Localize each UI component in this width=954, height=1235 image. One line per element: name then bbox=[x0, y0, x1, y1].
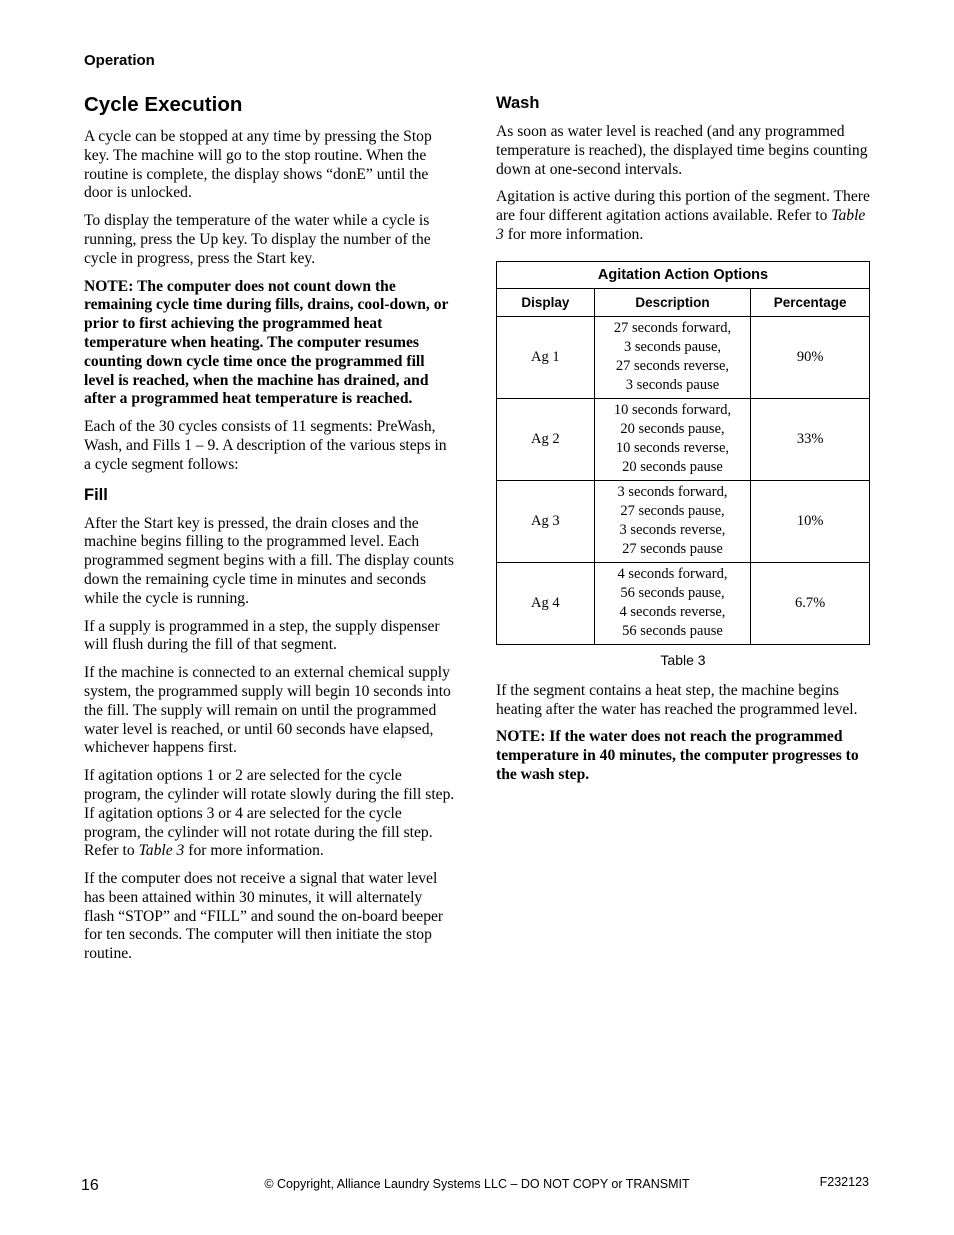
cell-description bbox=[594, 398, 751, 480]
desc-line: 27 seconds reverse, bbox=[615, 358, 730, 375]
wash-heading: Wash bbox=[496, 94, 540, 112]
copyright-notice: © Copyright, Alliance Laundry Systems LLC – DO NOT COPY or TRANSMIT bbox=[264, 1177, 690, 1191]
table-row bbox=[497, 562, 870, 644]
table-row bbox=[497, 316, 870, 398]
paragraph-fill-start: After the Start key is pressed, the drain closes and the machine begins filling to the programmed level. Each programmed segment begins with a fill. The display counts down the remaining cycle time in minutes and seconds while the cycle is running. bbox=[84, 514, 454, 607]
table-reference-link[interactable]: Table 3 bbox=[496, 207, 866, 243]
paragraph-fill-agitation bbox=[84, 767, 456, 861]
paragraph-fill-timeout: If the computer does not receive a signal that water level has been attained within 30 minutes, it will alternately flash “STOP” and “FILL” and sound the on-board beeper for ten seconds. The computer will then initiate the stop routine. bbox=[84, 870, 444, 963]
paragraph-heat-step: If the segment contains a heat step, the machine begins heating after the water has reached the programmed level. bbox=[496, 681, 858, 718]
desc-line: 4 seconds reverse, bbox=[619, 604, 726, 621]
paragraph-wash-level: As soon as water level is reached (and any programmed temperature is reached), the displayed time begins counting down at one-second intervals. bbox=[496, 123, 868, 178]
paragraph-segments: Each of the 30 cycles consists of 11 segments: PreWash, Wash, and Fills 1 – 9. A description of the various steps in a cycle segment follows: bbox=[84, 418, 447, 473]
cell-display: Ag 1 bbox=[497, 316, 595, 398]
cell-percentage: 10% bbox=[751, 480, 870, 562]
note-temperature: NOTE: If the water does not reach the programmed temperature in 40 minutes, the computer progresses to the wash step. bbox=[496, 728, 859, 783]
paragraph-fill-supply: If a supply is programmed in a step, the supply dispenser will flush during the fill of that segment. bbox=[84, 617, 440, 654]
desc-line: 3 seconds reverse, bbox=[619, 522, 726, 539]
desc-line: 20 seconds pause, bbox=[620, 421, 725, 438]
table-row bbox=[497, 398, 870, 480]
cell-description bbox=[594, 480, 751, 562]
page-number: 16 bbox=[81, 1177, 99, 1194]
cell-percentage: 90% bbox=[751, 316, 870, 398]
desc-line: 4 seconds forward, bbox=[617, 566, 728, 583]
paragraph-display: To display the temperature of the water while a cycle is running, press the Up key. To display the number of the cycle in progress, press the Start key. bbox=[84, 212, 431, 267]
cell-display: Ag 4 bbox=[497, 562, 595, 644]
column-header-description: Description bbox=[594, 288, 751, 316]
cell-description bbox=[594, 316, 751, 398]
cell-display: Ag 3 bbox=[497, 480, 595, 562]
table-reference-link[interactable]: Table 3 bbox=[138, 842, 185, 860]
desc-line: 20 seconds pause bbox=[622, 459, 723, 476]
desc-line: 56 seconds pause bbox=[622, 623, 723, 640]
desc-line: 3 seconds forward, bbox=[617, 484, 728, 501]
cell-display: Ag 2 bbox=[497, 398, 595, 480]
section-label: Operation bbox=[84, 52, 155, 69]
paragraph-wash-agitation bbox=[496, 188, 870, 244]
desc-line: 10 seconds reverse, bbox=[615, 440, 730, 457]
cell-percentage: 33% bbox=[751, 398, 870, 480]
page-title: Cycle Execution bbox=[84, 93, 243, 116]
cell-description bbox=[594, 562, 751, 644]
desc-line: 3 seconds pause bbox=[625, 377, 720, 394]
right-column bbox=[496, 92, 870, 794]
table-row bbox=[497, 480, 870, 562]
fill-heading: Fill bbox=[84, 485, 108, 504]
column-header-display: Display bbox=[497, 288, 595, 316]
paragraph-fill-external: If the machine is connected to an external chemical supply system, the programmed supply will begin 10 seconds into the fill. The supply will remain on until the programmed water level is reached, or until 60 seconds have elapsed, whichever happens first. bbox=[84, 664, 451, 757]
desc-line: 3 seconds pause, bbox=[623, 339, 721, 356]
desc-line: 27 seconds pause, bbox=[620, 503, 725, 520]
paragraph-stop: A cycle can be stopped at any time by pressing the Stop key. The machine will go to the stop routine. When the routine is complete, the display shows “donE” until the door is unlocked. bbox=[84, 128, 432, 202]
text-after-ref: for more information. bbox=[503, 225, 644, 243]
text-after-ref: for more information. bbox=[184, 842, 324, 860]
agitation-table bbox=[496, 261, 870, 645]
desc-line: 27 seconds forward, bbox=[613, 320, 732, 337]
text-before-ref: If agitation options 1 or 2 are selected for the cycle program, the cylinder will rotate slowly during the fill step. If agitation options 3 or 4 are selected for the cycle program, the cylinder will not rotate during the fill step. Refer to bbox=[84, 767, 455, 860]
table-label: Table 3 bbox=[660, 651, 706, 668]
agitation-table-wrapper bbox=[496, 261, 870, 668]
left-column bbox=[84, 92, 456, 973]
document-id: F232123 bbox=[819, 1175, 869, 1189]
desc-line: 56 seconds pause, bbox=[620, 585, 725, 602]
desc-line: 27 seconds pause bbox=[622, 541, 723, 558]
cell-percentage: 6.7% bbox=[751, 562, 870, 644]
desc-line: 10 seconds forward, bbox=[613, 402, 732, 419]
note-countdown: NOTE: The computer does not count down the remaining cycle time during fills, drains, cool-down, or prior to first achieving the programmed heat temperature when heating. The computer resumes counting down cycle time once the programmed fill level is reached, when the machine has drained, and after a programmed heat temperature is reached. bbox=[84, 277, 449, 408]
table-caption: Agitation Action Options bbox=[497, 261, 870, 288]
text-before-ref: Agitation is active during this portion of the segment. There are four different agitation actions available. Refer to bbox=[496, 188, 870, 225]
column-header-percentage: Percentage bbox=[751, 288, 870, 316]
